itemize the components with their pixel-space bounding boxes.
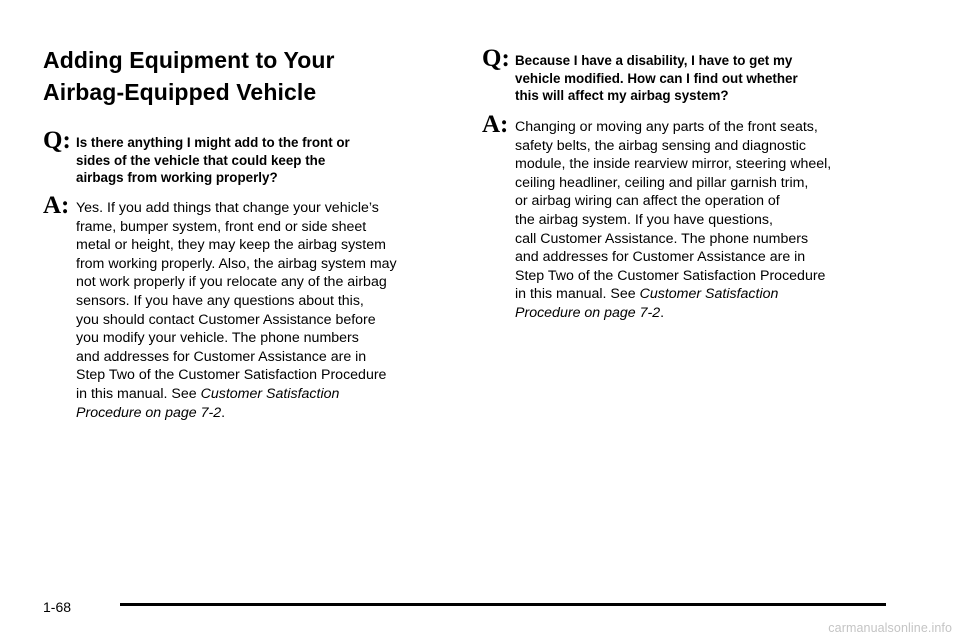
answer-line: in this manual. See <box>76 385 201 402</box>
left-question-text <box>76 134 436 187</box>
cross-reference-link[interactable]: Procedure on page 7-2 <box>515 304 661 321</box>
answer-line: you should contact Customer Assistance before <box>76 311 376 328</box>
cross-reference-link[interactable]: Procedure on page 7-2 <box>76 404 222 421</box>
reference-period: . <box>660 304 665 321</box>
answer-line: the airbag system. If you have questions, <box>515 211 773 228</box>
question-line: Is there anything I might add to the front or <box>76 135 350 150</box>
answer-line: module, the inside rearview mirror, steering wheel, <box>515 156 832 173</box>
answer-line: frame, bumper system, front end or side sheet <box>76 218 367 235</box>
question-line: airbags from working properly? <box>76 170 278 186</box>
right-answer-text <box>515 118 903 323</box>
answer-line: from working properly. Also, the airbag system may <box>76 255 397 272</box>
answer-line: Step Two of the Customer Satisfaction Procedure <box>515 267 826 284</box>
answer-line: call Customer Assistance. The phone numbers <box>515 230 809 247</box>
answer-line: not work properly if you relocate any of the airbag <box>76 274 387 291</box>
answer-line: Changing or moving any parts of the front seats, <box>515 119 818 135</box>
answer-line: and addresses for Customer Assistance are in <box>515 249 806 266</box>
section-title-line-1: Adding Equipment to Your <box>43 47 335 73</box>
answer-line: Yes. If you add things that change your vehicle’s <box>76 200 379 216</box>
answer-line: in this manual. See <box>515 286 640 303</box>
question-line: sides of the vehicle that could keep the <box>76 152 326 168</box>
answer-line: you modify your vehicle. The phone numbers <box>76 330 359 347</box>
answer-marker: A: <box>43 192 70 219</box>
answer-line: metal or height, they may keep the airbag system <box>76 237 386 254</box>
answer-line: and addresses for Customer Assistance are in <box>76 348 367 365</box>
answer-line: or airbag wiring can affect the operation of <box>515 193 780 210</box>
section-title-line-2: Airbag-Equipped Vehicle <box>43 79 317 105</box>
answer-line: Step Two of the Customer Satisfaction Procedure <box>76 367 387 384</box>
question-marker: Q: <box>43 127 71 154</box>
footer-rule <box>120 603 886 606</box>
section-title <box>43 44 463 108</box>
answer-line: ceiling headliner, ceiling and pillar garnish trim, <box>515 174 809 191</box>
reference-period: . <box>221 404 226 421</box>
question-line: vehicle modified. How can I find out whether <box>515 70 798 86</box>
question-line: Because I have a disability, I have to get my <box>515 53 793 68</box>
right-question-text <box>515 52 875 105</box>
left-answer-text <box>76 199 464 422</box>
page-number: 1-68 <box>43 599 72 615</box>
answer-marker: A: <box>482 111 509 138</box>
question-marker: Q: <box>482 45 510 72</box>
answer-line: safety belts, the airbag sensing and diagnostic <box>515 137 807 154</box>
cross-reference-link[interactable]: Customer Satisfaction <box>639 286 779 303</box>
watermark: carmanualsonline.info <box>828 621 952 635</box>
answer-line: sensors. If you have any questions about this, <box>76 292 364 309</box>
cross-reference-link[interactable]: Customer Satisfaction <box>200 385 340 402</box>
question-line: this will affect my airbag system? <box>515 88 729 104</box>
